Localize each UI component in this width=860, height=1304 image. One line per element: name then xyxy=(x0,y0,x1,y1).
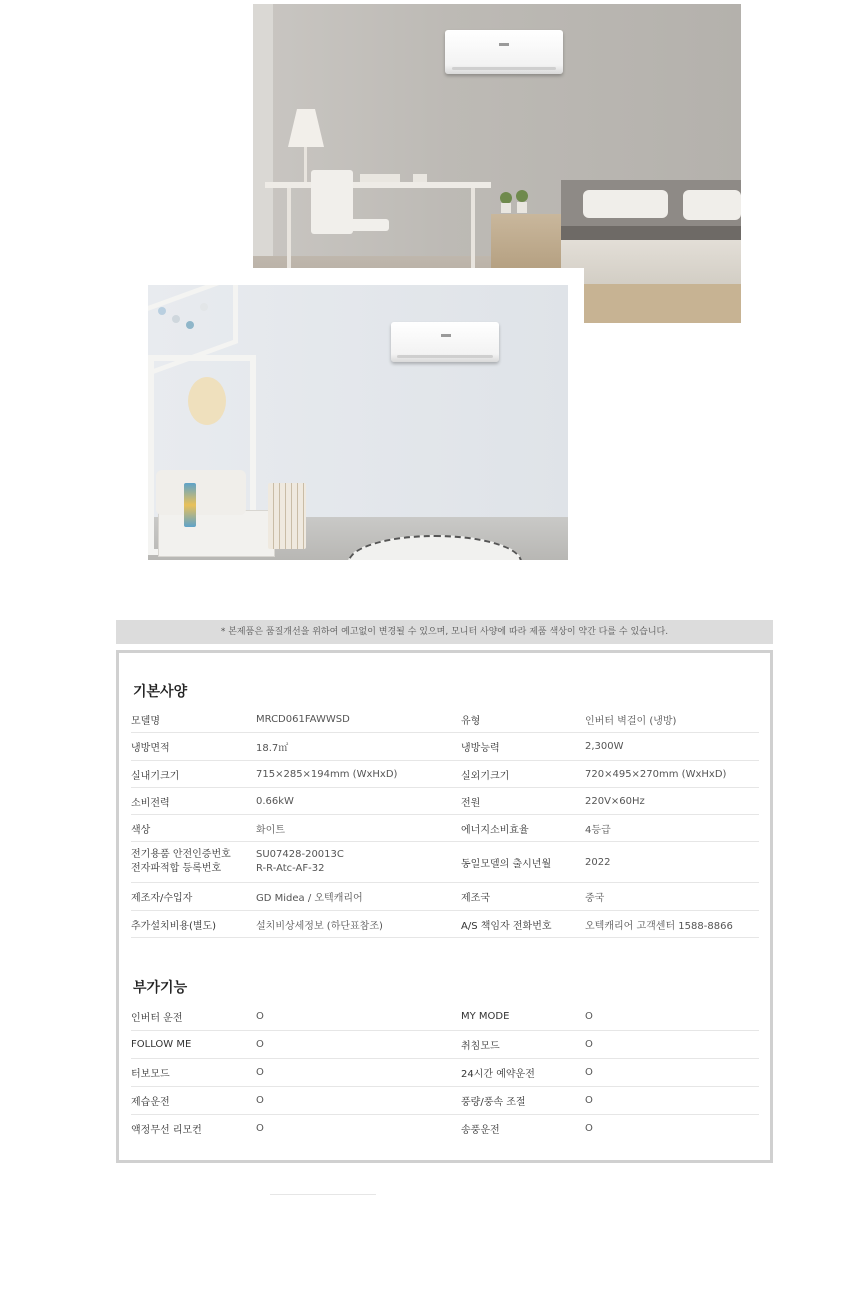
spec-key: 실외기크기 xyxy=(461,770,510,782)
kids-room-photo xyxy=(148,285,568,560)
feature-value: O xyxy=(256,1067,264,1078)
spec-key: 모델명 xyxy=(131,716,160,727)
spec-key: 추가설치비용(별도) xyxy=(131,920,217,932)
spec-value: GD Midea / 오텍캐리어 xyxy=(256,893,363,904)
basic-specs-title: 기본사양 xyxy=(133,684,188,700)
table-row xyxy=(131,788,759,815)
table-row xyxy=(131,815,759,842)
spec-key: 유형 xyxy=(461,716,481,727)
feature-value: O xyxy=(256,1039,264,1050)
feature-value: O xyxy=(585,1011,593,1022)
table-row xyxy=(131,707,759,733)
spec-key: 에너지소비효율 xyxy=(461,824,529,836)
spec-value: 220V×60Hz xyxy=(585,795,645,807)
spec-key: 제조국 xyxy=(461,893,490,904)
table-row xyxy=(131,761,759,788)
spec-value: 2,300W xyxy=(585,741,624,752)
spec-value: 0.66kW xyxy=(256,795,294,807)
spec-key: 냉방능력 xyxy=(461,743,500,754)
spec-key: 동일모델의 출시년월 xyxy=(461,858,552,870)
feature-value: O xyxy=(256,1011,264,1022)
feature-key: 송풍운전 xyxy=(461,1125,500,1136)
feature-value: O xyxy=(256,1095,264,1106)
spec-value: SU07428-20013C xyxy=(256,849,344,860)
spec-key: 소비전력 xyxy=(131,797,170,809)
feature-key: 제습운전 xyxy=(131,1097,170,1108)
feature-value: O xyxy=(256,1123,264,1134)
spec-value: R-R-Atc-AF-32 xyxy=(256,863,325,874)
extra-features-title: 부가기능 xyxy=(133,980,188,996)
feature-key: MY MODE xyxy=(461,1011,510,1022)
spec-key: 실내기크기 xyxy=(131,770,180,782)
feature-key: 터보모드 xyxy=(131,1069,170,1080)
feature-key: 인버터 운전 xyxy=(131,1013,183,1024)
spec-value: MRCD061FAWWSD xyxy=(256,714,350,725)
spec-value-group xyxy=(256,842,456,882)
spec-value: 2022 xyxy=(585,856,611,868)
feature-key: 풍량/풍속 조절 xyxy=(461,1097,526,1108)
feature-value: O xyxy=(585,1039,593,1050)
spec-key: 전자파적합 등록번호 xyxy=(131,863,222,874)
feature-key: 액정무선 리모컨 xyxy=(131,1125,202,1136)
table-row xyxy=(131,842,759,883)
feature-value: O xyxy=(585,1067,593,1078)
spec-value: 715×285×194mm (WxHxD) xyxy=(256,768,398,780)
spec-key: 전원 xyxy=(461,797,481,809)
air-conditioner-image xyxy=(391,322,499,362)
spec-key: 색상 xyxy=(131,824,151,836)
table-row xyxy=(131,883,759,911)
spec-key-group xyxy=(131,842,256,882)
table-row xyxy=(131,1059,759,1087)
spec-key: 제조자/수입자 xyxy=(131,893,193,904)
spec-value: 720×495×270mm (WxHxD) xyxy=(585,768,727,780)
spec-table xyxy=(116,650,773,1163)
spec-key: A/S 책임자 전화번호 xyxy=(461,920,552,932)
spec-value: 18.7㎡ xyxy=(256,743,289,754)
spec-value: 인버터 벽걸이 (냉방) xyxy=(585,716,677,727)
feature-value: O xyxy=(585,1095,593,1106)
feature-value: O xyxy=(585,1123,593,1134)
feature-key: 취침모드 xyxy=(461,1041,500,1052)
notice-bar: * 본제품은 품질개선을 위하여 예고없이 변경될 수 있으며, 모니터 사양에 따라 제품 색상이 약간 다를 수 있습니다. xyxy=(116,620,773,644)
table-row xyxy=(131,1115,759,1142)
spec-value: 오텍캐리어 고객센터 1588-8866 xyxy=(585,920,733,932)
table-row xyxy=(131,1003,759,1031)
spec-value: 화이트 xyxy=(256,824,285,836)
table-row xyxy=(131,733,759,761)
spec-value: 4등급 xyxy=(585,824,611,836)
feature-key: 24시간 예약운전 xyxy=(461,1069,535,1080)
divider xyxy=(270,1194,376,1195)
spec-value: 중국 xyxy=(585,893,605,904)
table-row xyxy=(131,1087,759,1115)
spec-key: 냉방면적 xyxy=(131,743,170,754)
spec-key: 전기용품 안전인증번호 xyxy=(131,849,231,860)
table-row xyxy=(131,911,759,938)
feature-key: FOLLOW ME xyxy=(131,1039,192,1050)
spec-value: 설치비상세정보 (하단표참조) xyxy=(256,920,383,932)
table-row xyxy=(131,1031,759,1059)
air-conditioner-image xyxy=(445,30,563,74)
